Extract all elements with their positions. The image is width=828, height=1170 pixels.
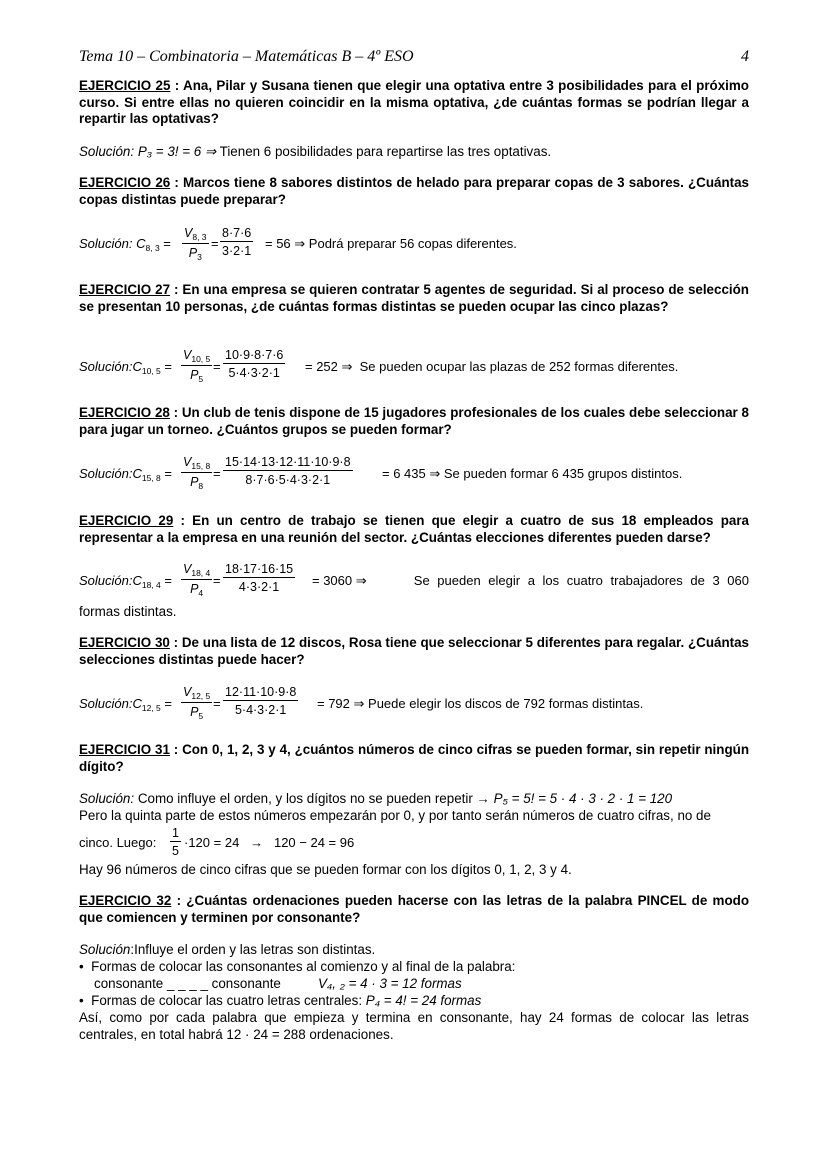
frac-num: 15·14·13·12·11·10·9·8 (225, 455, 351, 469)
solution-label: Solución: (79, 573, 133, 588)
combination-symbol: C (132, 696, 142, 711)
frac-den-sub: 5 (198, 374, 204, 384)
equals-sign: = (211, 236, 219, 251)
exercise-27-label: EJERCICIO 27 (79, 282, 171, 297)
exercise-32-solution-intro (79, 942, 749, 959)
frac-den: P (188, 246, 198, 260)
solution-text: Hay 96 números de cinco cifras que se pueden formar con los dígitos 0, 1, 2, 3 y 4. (79, 862, 572, 877)
exercise-27-result (305, 359, 678, 375)
frac-num-sub: 18, 4 (191, 568, 211, 578)
combination-subscript: 15, 8 (141, 473, 161, 483)
solution-text: Pero la quinta parte de estos números empezarán por 0, y por tanto serán números de cuatro cifras, no de (79, 808, 711, 823)
frac-den-sub: 8 (198, 481, 204, 491)
conclusion-math: 12 · 24 = 288 ordenaciones. (226, 1026, 394, 1042)
exercise-28-fraction-2 (223, 455, 353, 487)
exercise-28-result (382, 466, 682, 482)
solution-label: Solución: (79, 696, 133, 711)
exercise-32-statement (79, 893, 749, 926)
exercise-26-result (265, 236, 517, 252)
exercise-30-statement (79, 635, 749, 668)
exercise-32-bullet-1-line2 (94, 976, 281, 993)
bullet-text: Formas de colocar las cuatro letras centrales: (91, 993, 363, 1008)
exercise-32-bullet-1 (79, 959, 515, 976)
exercise-26-fraction-1 (182, 226, 209, 262)
frac-den: 5·4·3·2·1 (228, 366, 280, 380)
frac-den: P (190, 475, 199, 489)
solution-label: Solución: (79, 359, 133, 374)
solution-text: Como influye el orden, y los dígitos no se pueden repetir → (137, 791, 490, 806)
equals-sign: = (213, 359, 221, 374)
exercise-29-text: : En un centro de trabajo se tienen que elegir a cuatro de sus 18 empleados para representar a la empresa en una reunión del sector. ¿Cuántas elecciones diferentes pueden darse? (79, 513, 749, 545)
solution-math: P₅ = 5! = 5 · 4 · 3 · 2 · 1 = 120 (493, 791, 673, 806)
result: = 3060 ⇒ (312, 573, 367, 588)
frac-den: 3·2·1 (222, 244, 252, 258)
frac-num: V (184, 226, 193, 240)
combination-symbol: C (132, 573, 142, 588)
solution-label: Solución: (79, 236, 133, 251)
exercise-30-label: EJERCICIO 30 (79, 635, 170, 650)
frac-den: 8·7·6·5·4·3·2·1 (245, 473, 331, 487)
frac-num: V (183, 562, 192, 576)
exercise-30-result (317, 696, 643, 712)
solution-text: cinco. Luego: (79, 835, 157, 850)
exercise-28-solution-lhs: $Solución:C_{15, 8}$ = (79, 466, 172, 483)
exercise-32-label: EJERCICIO 32 (79, 893, 172, 908)
solution-math: P₃ = 3! = 6 ⇒ (137, 144, 217, 159)
exercise-31-line3-math (184, 835, 354, 850)
frac-den: P (190, 582, 199, 596)
result: = 56 ⇒ (265, 236, 306, 251)
frac-den: P (190, 705, 199, 719)
exercise-30-fraction-2 (223, 685, 298, 717)
exercise-32-conclusion (79, 1010, 749, 1043)
equals-sign: = (213, 466, 221, 481)
exercise-27-text: : En una empresa se quieren contratar 5 agentes de seguridad. Si al proceso de selección se presentan 10 personas, ¿de cuántas formas distintas se pueden ocupar las cinco plazas? (79, 282, 749, 314)
bullet-text: consonante _ _ _ _ consonante (94, 976, 281, 991)
exercise-25-label: EJERCICIO 25 (79, 78, 171, 93)
solution-text: Podrá preparar 56 copas diferentes. (308, 236, 517, 251)
exercise-26-statement (79, 175, 749, 208)
frac-den: 5 (172, 844, 179, 858)
exercise-25-solution (79, 144, 749, 161)
exercise-29-solution-cont (79, 604, 749, 621)
exercise-28-statement (79, 405, 749, 438)
combination-symbol: C (132, 359, 142, 374)
frac-num-sub: 15, 8 (191, 461, 211, 471)
bullet-icon: • (79, 959, 92, 974)
exercise-29-label: EJERCICIO 29 (79, 513, 174, 528)
bullet-math: P₄ = 4! = 24 formas (365, 993, 482, 1008)
exercise-30-fraction-1 (181, 685, 212, 721)
exercise-31-label: EJERCICIO 31 (79, 742, 170, 757)
solution-label: Solución: (79, 144, 135, 159)
frac-num: 1 (172, 826, 179, 840)
solution-text: Puede elegir los discos de 792 formas distintas. (368, 696, 644, 711)
exercise-29-statement (79, 513, 749, 546)
exercise-27-statement (79, 282, 749, 315)
solution-text: Se pueden ocupar las plazas de 252 formas diferentes. (359, 359, 679, 374)
frac-den-sub: 4 (198, 588, 204, 598)
frac-num-sub: 12, 5 (191, 691, 211, 701)
exercise-31-fraction (170, 826, 181, 858)
combination-symbol: C (136, 236, 146, 251)
solution-label: Solución: (79, 791, 135, 806)
conclusion-text: Así, como por cada palabra que empieza y termina en consonante, hay 24 formas de colocar las letras centrales, en total habrá (79, 1010, 749, 1042)
bullet-math: V₄, ₂ = 4 · 3 = 12 formas (318, 976, 462, 991)
frac-num: 8·7·6 (222, 226, 252, 240)
exercise-31-solution-line4 (79, 862, 749, 879)
exercise-29-solution-lhs: $Solución:C_{18, 4}$ = (79, 573, 172, 590)
exercise-32-bullet-1-math (318, 976, 462, 993)
exercise-28-label: EJERCICIO 28 (79, 405, 170, 420)
equals-sign: = (213, 573, 221, 588)
exercise-28-text: : Un club de tenis dispone de 15 jugadores profesionales de los cuales debe seleccionar 8 para jugar un torneo. ¿Cuántos grupos se pueden formar? (79, 405, 749, 437)
frac-num-sub: 10, 5 (191, 354, 211, 364)
frac-den: P (190, 368, 199, 382)
solution-text: Tienen 6 posibilidades para repartirse las tres optativas. (219, 144, 552, 159)
exercise-31-statement (79, 742, 749, 775)
combination-subscript: 8, 3 (145, 243, 160, 253)
solution-label: Solución (79, 942, 131, 957)
bullet-text: Formas de colocar las consonantes al comienzo y al final de la palabra: (91, 959, 516, 974)
frac-num: V (183, 455, 192, 469)
combination-subscript: 18, 4 (141, 580, 161, 590)
page-header (79, 48, 749, 66)
exercise-30-solution-lhs: $Solución:C_{12, 5}$ = (79, 696, 172, 713)
frac-den-sub: 3 (197, 252, 202, 262)
exercise-32-bullet-2 (79, 993, 481, 1010)
exercise-28-fraction-1 (181, 455, 212, 491)
exercise-27-solution-lhs: $Solución:C_{10, 5}$ = (79, 359, 172, 376)
exercise-27-fraction-2 (223, 348, 285, 380)
exercise-25-text: : Ana, Pilar y Susana tienen que elegir una optativa entre 3 posibilidades para el próximo curso. Si entre ellas no quieren coincidir en la misma optativa, ¿de cuántas formas se podrían llegar a repartir las optativas? (79, 78, 749, 126)
exercise-26-fraction-2 (220, 226, 253, 258)
bullet-icon: • (79, 993, 92, 1008)
frac-num: 12·11·10·9·8 (225, 685, 297, 699)
frac-num-sub: 8, 3 (192, 232, 207, 242)
exercise-32-text: : ¿Cuántas ordenaciones pueden hacerse con las letras de la palabra PINCEL de modo que comiencen y terminen por consonante? (79, 893, 750, 925)
exercise-26-label: EJERCICIO 26 (79, 175, 171, 190)
page-number: 4 (741, 48, 749, 65)
combination-symbol: C (132, 466, 142, 481)
exercise-26-text: : Marcos tiene 8 sabores distintos de helado para preparar copas de 3 sabores. ¿Cuántas copas distintas puede preparar? (79, 175, 749, 207)
solution-math: ·120 = 24 → 120 − 24 = 96 (184, 835, 355, 850)
solution-label: Solución: (79, 466, 133, 481)
exercise-26-solution-lhs: Solución: $C_{8, 3}$ = (79, 236, 171, 253)
exercise-29-result (312, 573, 749, 589)
exercise-31-solution-line3 (79, 835, 156, 850)
frac-num: 18·17·16·15 (225, 562, 294, 576)
equals-sign: = (213, 696, 221, 711)
result: = 6 435 ⇒ (382, 466, 441, 481)
frac-num: 10·9·8·7·6 (225, 348, 284, 362)
frac-num: V (183, 348, 192, 362)
solution-text: Se pueden elegir a los cuatro trabajadores de 3 060 (413, 573, 749, 588)
exercise-29-fraction-1 (181, 562, 212, 598)
result: = 792 ⇒ (317, 696, 365, 711)
exercise-25-statement (79, 78, 749, 128)
frac-num: V (183, 685, 192, 699)
combination-subscript: 10, 5 (141, 366, 161, 376)
combination-subscript: 12, 5 (141, 703, 161, 713)
frac-den: 4·3·2·1 (238, 580, 280, 594)
exercise-31-solution-line2 (79, 808, 749, 825)
exercise-31-text: : Con 0, 1, 2, 3 y 4, ¿cuántos números de cinco cifras se pueden formar, sin repetir ningún dígito? (79, 742, 749, 774)
solution-text: formas distintas. (79, 604, 177, 619)
header-title: Tema 10 – Combinatoria – Matemáticas B – 4º ESO (79, 48, 414, 65)
solution-text: Se pueden formar 6 435 grupos distintos. (443, 466, 683, 481)
frac-den: 5·4·3·2·1 (234, 703, 287, 717)
result: = 252 ⇒ (305, 359, 353, 374)
frac-den-sub: 5 (198, 711, 204, 721)
exercise-31-solution-line1 (79, 791, 749, 808)
exercise-30-text: : De una lista de 12 discos, Rosa tiene que seleccionar 5 diferentes para regalar. ¿Cuántas selecciones distintas puede hacer? (79, 635, 749, 667)
solution-text: :Influye el orden y las letras son distintas. (130, 942, 376, 957)
exercise-29-fraction-2 (223, 562, 295, 594)
exercise-27-fraction-1 (181, 348, 212, 384)
